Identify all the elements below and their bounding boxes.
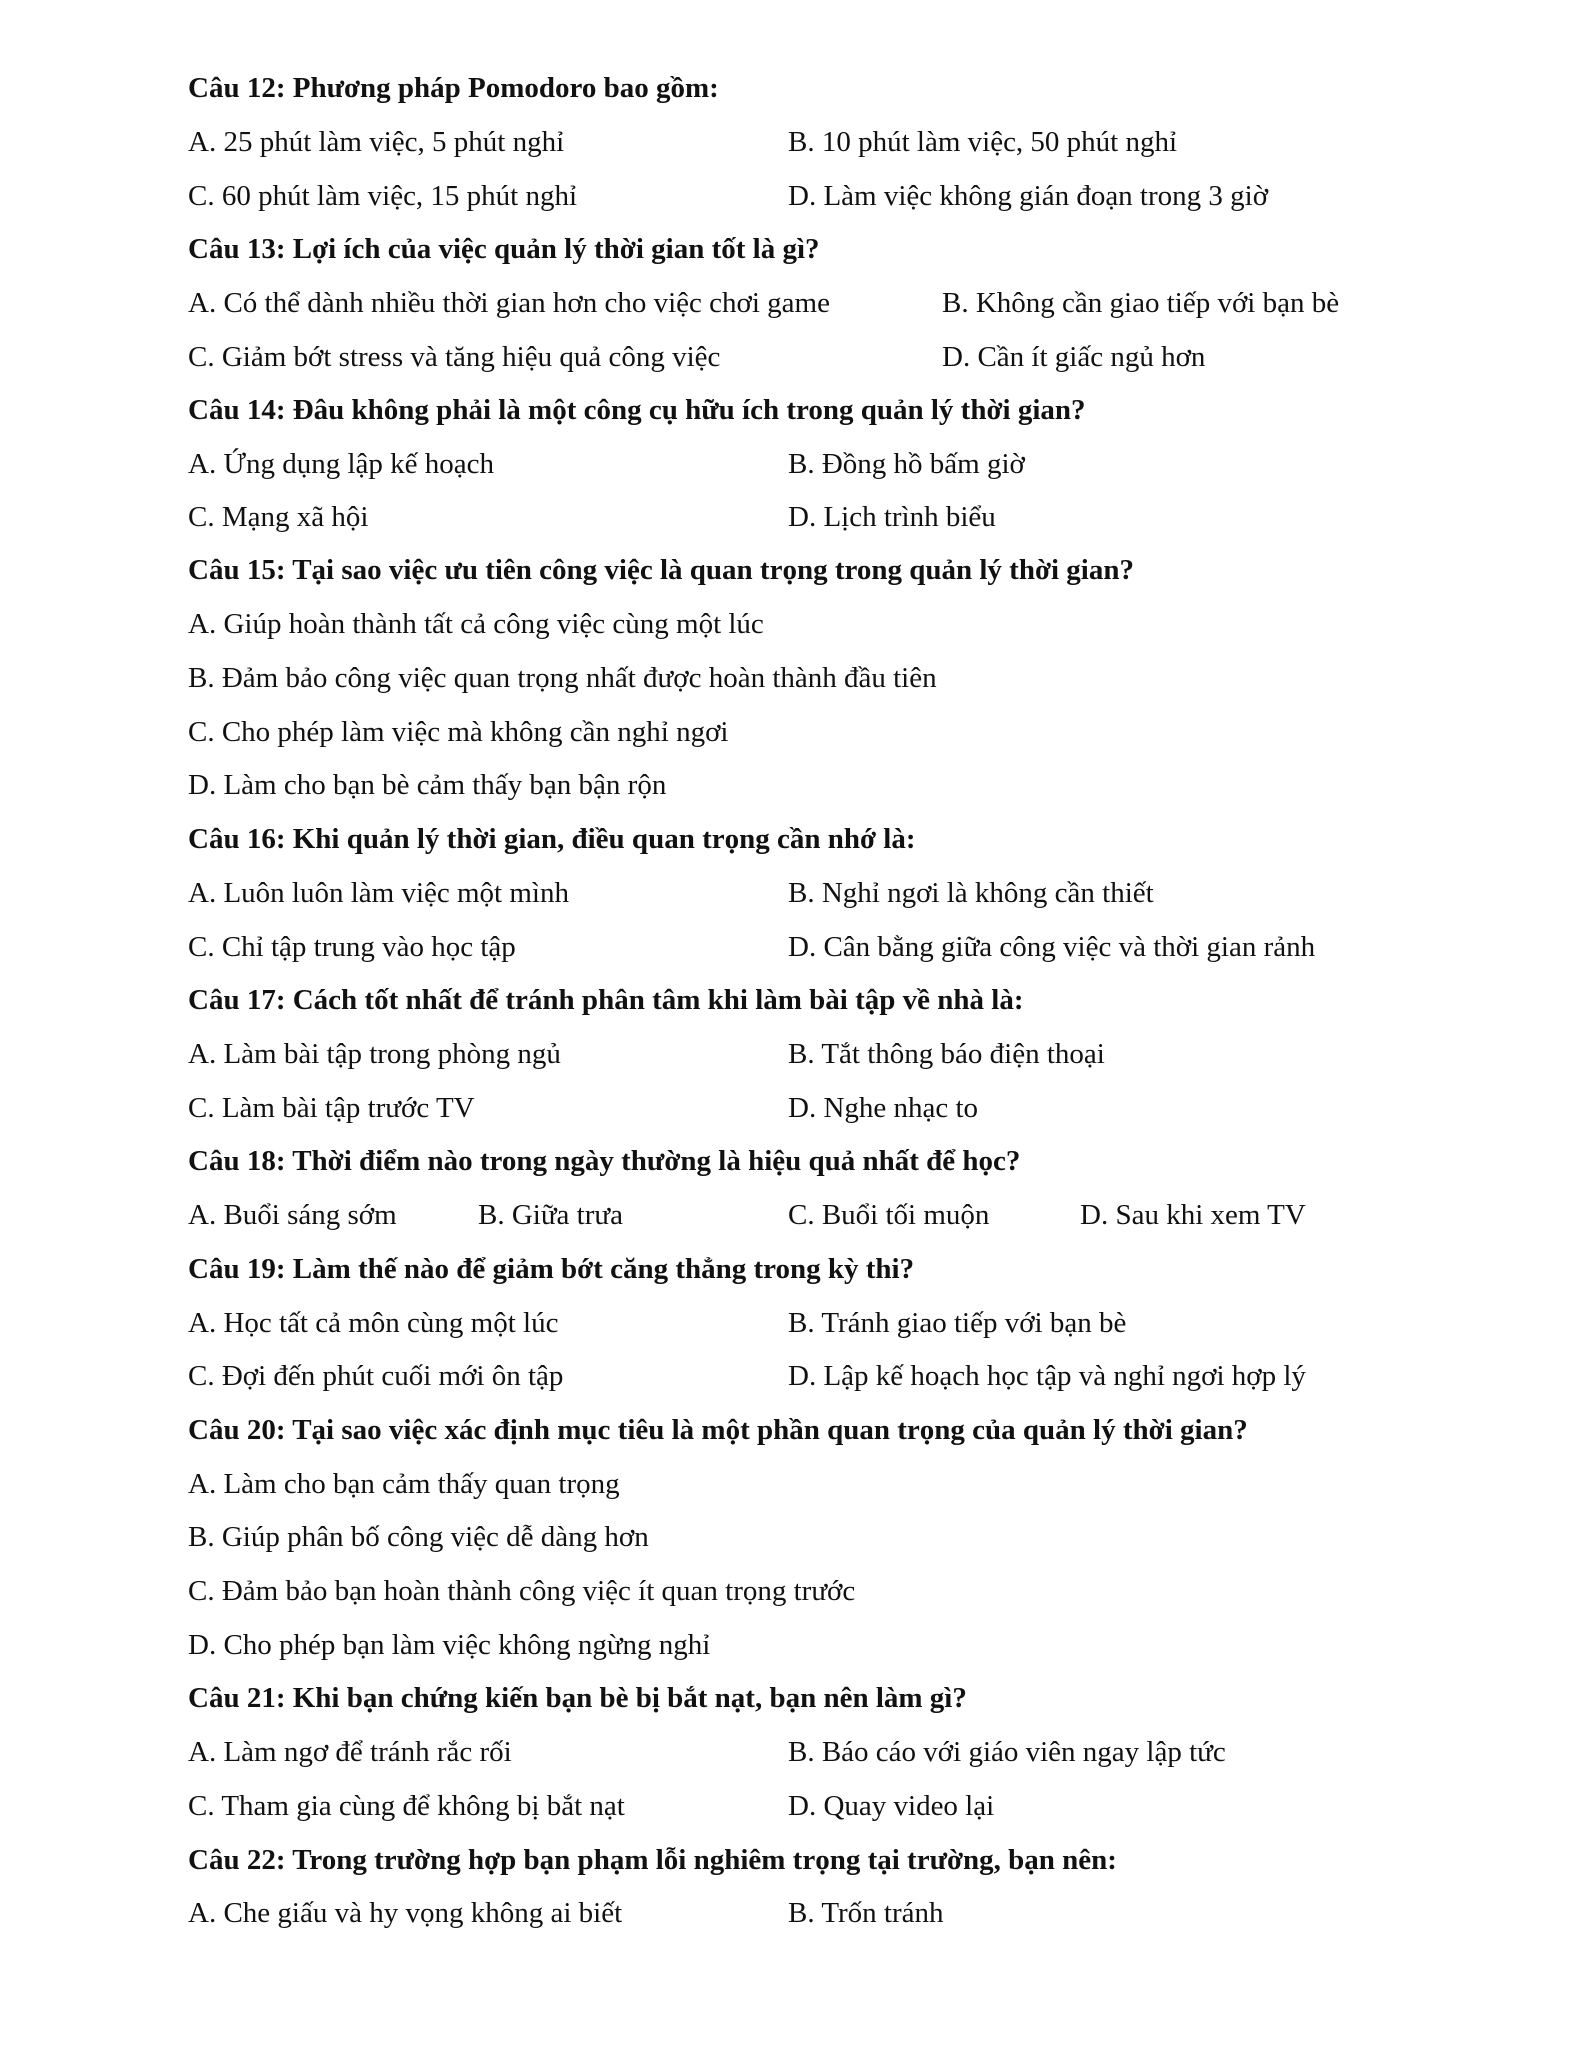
question-title: Câu 17: Cách tốt nhất để tránh phân tâm khi làm bài tập về nhà là: (188, 984, 1024, 1016)
option-b: B. Đảm bảo công việc quan trọng nhất được hoàn thành đầu tiên (188, 662, 937, 694)
question-title: Câu 22: Trong trường hợp bạn phạm lỗi nghiêm trọng tại trường, bạn nên: (188, 1844, 1117, 1876)
question-title: Câu 14: Đâu không phải là một công cụ hữu ích trong quản lý thời gian? (188, 394, 1086, 426)
option-b: B. Trốn tránh (788, 1897, 944, 1929)
option-a: A. Có thể dành nhiều thời gian hơn cho việc chơi game (188, 287, 830, 319)
option-d: D. Cần ít giấc ngủ hơn (942, 341, 1206, 373)
option-a: A. Làm cho bạn cảm thấy quan trọng (188, 1468, 620, 1500)
option-a: A. Học tất cả môn cùng một lúc (188, 1307, 559, 1339)
option-b: B. Tắt thông báo điện thoại (788, 1038, 1105, 1070)
option-b: B. 10 phút làm việc, 50 phút nghỉ (788, 126, 1178, 158)
option-b: B. Tránh giao tiếp với bạn bè (788, 1307, 1127, 1339)
option-b: B. Giữa trưa (478, 1199, 623, 1231)
option-d: D. Lịch trình biểu (788, 501, 996, 533)
question-title: Câu 18: Thời điểm nào trong ngày thường là hiệu quả nhất để học? (188, 1145, 1021, 1177)
option-b: B. Không cần giao tiếp với bạn bè (942, 287, 1340, 319)
option-b: B. Đồng hồ bấm giờ (788, 448, 1025, 480)
option-a: A. Che giấu và hy vọng không ai biết (188, 1897, 623, 1929)
option-c: C. Làm bài tập trước TV (188, 1092, 475, 1124)
option-a: A. Làm bài tập trong phòng ngủ (188, 1038, 561, 1070)
option-a: A. Ứng dụng lập kế hoạch (188, 448, 494, 480)
option-d: D. Cân bằng giữa công việc và thời gian rảnh (788, 931, 1316, 963)
option-c: C. Cho phép làm việc mà không cần nghỉ ngơi (188, 716, 729, 748)
question-title: Câu 16: Khi quản lý thời gian, điều quan trọng cần nhớ là: (188, 823, 916, 855)
option-b: B. Báo cáo với giáo viên ngay lập tức (788, 1736, 1226, 1768)
option-c: C. 60 phút làm việc, 15 phút nghỉ (188, 180, 578, 212)
option-c: C. Đảm bảo bạn hoàn thành công việc ít quan trọng trước (188, 1575, 856, 1607)
option-d: D. Sau khi xem TV (1080, 1199, 1306, 1231)
question-title: Câu 12: Phương pháp Pomodoro bao gồm: (188, 72, 719, 104)
option-c: C. Chỉ tập trung vào học tập (188, 931, 516, 963)
option-c: C. Mạng xã hội (188, 501, 369, 533)
question-title: Câu 13: Lợi ích của việc quản lý thời gian tốt là gì? (188, 233, 820, 265)
option-d: D. Nghe nhạc to (788, 1092, 979, 1124)
question-title: Câu 19: Làm thế nào để giảm bớt căng thẳng trong kỳ thi? (188, 1253, 915, 1285)
option-a: A. Làm ngơ để tránh rắc rối (188, 1736, 512, 1768)
option-c: C. Giảm bớt stress và tăng hiệu quả công việc (188, 341, 721, 373)
option-d: D. Quay video lại (788, 1790, 995, 1822)
question-title: Câu 15: Tại sao việc ưu tiên công việc là quan trọng trong quản lý thời gian? (188, 554, 1134, 586)
option-a: A. Buổi sáng sớm (188, 1199, 397, 1231)
option-b: B. Nghỉ ngơi là không cần thiết (788, 877, 1154, 909)
option-c: C. Buổi tối muộn (788, 1199, 990, 1231)
question-title: Câu 21: Khi bạn chứng kiến bạn bè bị bắt nạt, bạn nên làm gì? (188, 1682, 967, 1714)
option-d: D. Làm việc không gián đoạn trong 3 giờ (788, 180, 1269, 212)
option-a: A. Giúp hoàn thành tất cả công việc cùng một lúc (188, 608, 764, 640)
option-a: A. 25 phút làm việc, 5 phút nghỉ (188, 126, 565, 158)
question-title: Câu 20: Tại sao việc xác định mục tiêu là một phần quan trọng của quản lý thời gian? (188, 1414, 1248, 1446)
option-c: C. Tham gia cùng để không bị bắt nạt (188, 1790, 625, 1822)
option-b: B. Giúp phân bố công việc dễ dàng hơn (188, 1521, 649, 1553)
option-c: C. Đợi đến phút cuối mới ôn tập (188, 1360, 564, 1392)
option-d: D. Làm cho bạn bè cảm thấy bạn bận rộn (188, 769, 667, 801)
option-a: A. Luôn luôn làm việc một mình (188, 877, 569, 909)
option-d: D. Cho phép bạn làm việc không ngừng nghỉ (188, 1629, 711, 1661)
option-d: D. Lập kế hoạch học tập và nghỉ ngơi hợp lý (788, 1360, 1306, 1392)
